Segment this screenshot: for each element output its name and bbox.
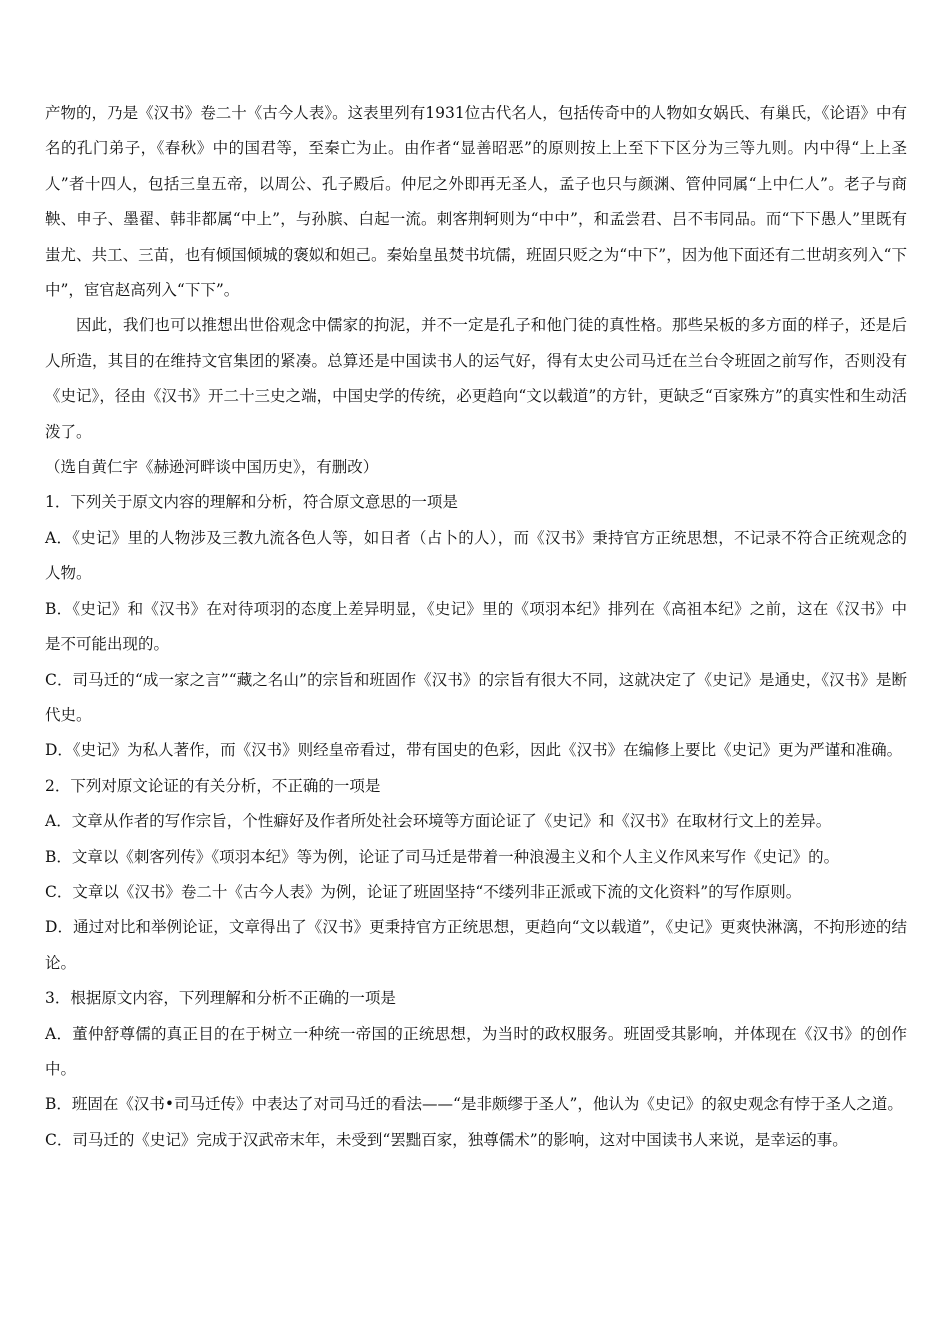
passage-paragraph-1: 产物的，乃是《汉书》卷二十《古今人表》。这表里列有1931位古代名人，包括传奇中的人物如女娲氏、有巢氏，《论语》中有名的孔门弟子，《春秋》中的国君等，至秦亡为止。由作者“显善昭恶”的原则按上上至下下区分为三等九则。内中得“上上圣人”者十四人，包括三皇五帝，以周公、孔子殿后。仲尼之外即再无圣人，孟子也只与颜渊、管仲同属“上中仁人”。老子与商鞅、申子、墨翟、韩非都属“中上”，与孙膑、白起一流。刺客荆轲则为“中中”，和孟尝君、吕不韦同品。而“下下愚人”里既有蚩尤、共工、三苗，也有倾国倾城的褒姒和妲己。秦始皇虽焚书坑儒，班固只贬之为“中下”，因为他下面还有二世胡亥列入“下中”，宦官赵高列入“下下”。 (45, 104, 907, 300)
question-1-option-d: D．《史记》为私人著作，而《汉书》则经皇帝看过，带有国史的色彩，因此《汉书》在编修上要比《史记》更为严谨和准确。 (45, 741, 903, 760)
question-3 (45, 981, 907, 1158)
passage-paragraph-2: 因此，我们也可以推想出世俗观念中儒家的拘泥，并不一定是孔子和他门徒的真性格。那些呆板的多方面的样子，还是后人所造，其目的在维持文官集团的紧凑。总算还是中国读书人的运气好，得有太史公司马迁在兰台令班固之前写作，否则没有《史记》，径由《汉书》开二十三史之端，中国史学的传统，必更趋向“文以载道”的方针，更缺乏“百家殊方”的真实性和生动活泼了。 (45, 316, 907, 441)
passage-source: （选自黄仁宇《赫逊河畔谈中国历史》，有删改） (45, 458, 379, 477)
question-2-option-d: D．通过对比和举例论证，文章得出了《汉书》更秉持官方正统思想，更趋向“文以载道”，《史记》更爽快淋漓，不拘形迹的结论。 (45, 918, 907, 972)
document-page (45, 96, 907, 1158)
question-2-title: 2．下列对原文论证的有关分析，不正确的一项是 (45, 776, 381, 795)
question-1-title: 1．下列关于原文内容的理解和分析，符合原文意思的一项是 (45, 493, 458, 512)
question-2 (45, 769, 907, 981)
question-1-option-b: B．《史记》和《汉书》在对待项羽的态度上差异明显，《史记》里的《项羽本纪》排列在《高祖本纪》之前，这在《汉书》中是不可能出现的。 (45, 599, 907, 654)
question-3-option-c: C．司马迁的《史记》完成于汉武帝末年，未受到“罢黜百家，独尊儒术”的影响，这对中国读书人来说，是幸运的事。 (45, 1130, 848, 1149)
question-3-option-a: A．董仲舒尊儒的真正目的在于树立一种统一帝国的正统思想，为当时的政权服务。班固受其影响，并体现在《汉书》的创作中。 (45, 1024, 907, 1078)
question-2-option-a: A．文章从作者的写作宗旨，个性癖好及作者所处社会环境等方面论证了《史记》和《汉书》在取材行文上的差异。 (45, 812, 832, 831)
question-3-option-b: B．班固在《汉书•司马迁传》中表达了对司马迁的看法——“是非颇缪于圣人”，他认为《史记》的叙史观念有悖于圣人之道。 (45, 1095, 903, 1114)
question-2-option-c: C．文章以《汉书》卷二十《古今人表》为例，论证了班固坚持“不缕列非正派或下流的文化资料”的写作原则。 (45, 882, 802, 901)
question-1-option-c: C．司马迁的“成一家之言”“藏之名山”的宗旨和班固作《汉书》的宗旨有很大不同，这就决定了《史记》是通史，《汉书》是断代史。 (45, 670, 907, 724)
question-2-option-b: B．文章以《刺客列传》《项羽本纪》等为例，论证了司马迁是带着一种浪漫主义和个人主义作风来写作《史记》的。 (45, 847, 840, 866)
question-3-title: 3．根据原文内容，下列理解和分析不正确的一项是 (45, 989, 396, 1008)
question-1-option-a: A．《史记》里的人物涉及三教九流各色人等，如日者（占卜的人），而《汉书》秉持官方正统思想，不记录不符合正统观念的人物。 (45, 528, 907, 583)
question-1 (45, 485, 907, 768)
